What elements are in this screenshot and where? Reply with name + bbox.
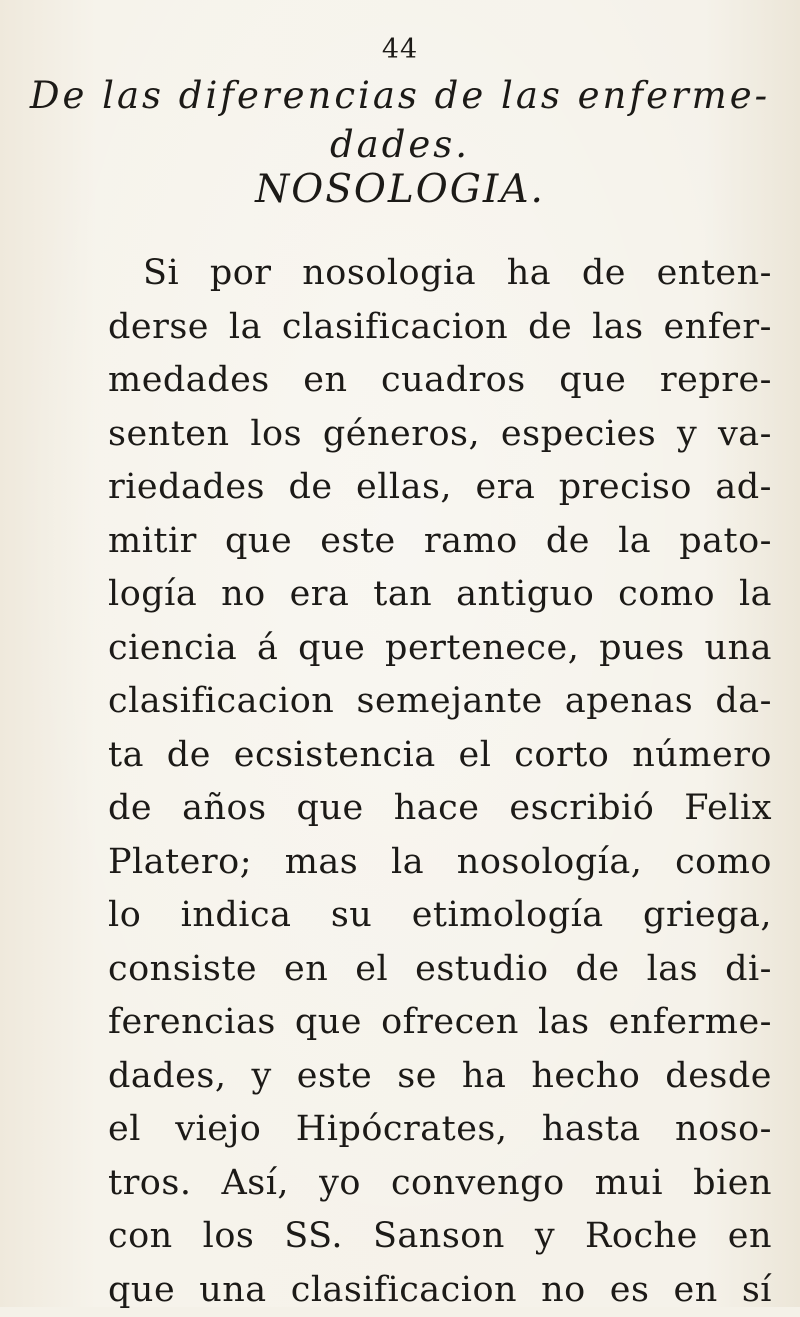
text-line: el viejo Hipócrates, hasta noso- <box>108 1103 772 1157</box>
text-line: mitir que este ramo de la pato- <box>108 515 772 569</box>
page-number: 44 <box>0 34 800 65</box>
text-line: medades en cuadros que repre- <box>108 354 772 408</box>
text-line: tros. Así, yo convengo mui bien <box>108 1157 772 1211</box>
text-line: Platero; mas la nosología, como <box>108 836 772 890</box>
text-line: clasificacion semejante apenas da- <box>108 675 772 729</box>
text-line: ferencias que ofrecen las enferme- <box>108 996 772 1050</box>
body-paragraph <box>108 247 772 1317</box>
text-line: consiste en el estudio de las di- <box>108 943 772 997</box>
text-line: de años que hace escribió Felix <box>108 782 772 836</box>
section-heading-line-1: De las diferencias de las enferme- <box>0 77 800 114</box>
section-subheading: NOSOLOGIA. <box>0 170 800 209</box>
text-line: ciencia á que pertenece, pues una <box>108 622 772 676</box>
text-line: con los SS. Sanson y Roche en <box>108 1210 772 1264</box>
text-line: logía no era tan antiguo como la <box>108 568 772 622</box>
text-line: ta de ecsistencia el corto número <box>108 729 772 783</box>
text-line: lo indica su etimología griega, <box>108 889 772 943</box>
text-line: derse la clasificacion de las enfer- <box>108 301 772 355</box>
text-line: senten los géneros, especies y va- <box>108 408 772 462</box>
text-line: Si por nosologia ha de enten- <box>108 247 772 301</box>
text-line: que una clasificacion no es en sí <box>108 1264 772 1317</box>
text-line: dades, y este se ha hecho desde <box>108 1050 772 1104</box>
text-line: riedades de ellas, era preciso ad- <box>108 461 772 515</box>
section-heading-line-2: dades. <box>0 126 800 163</box>
